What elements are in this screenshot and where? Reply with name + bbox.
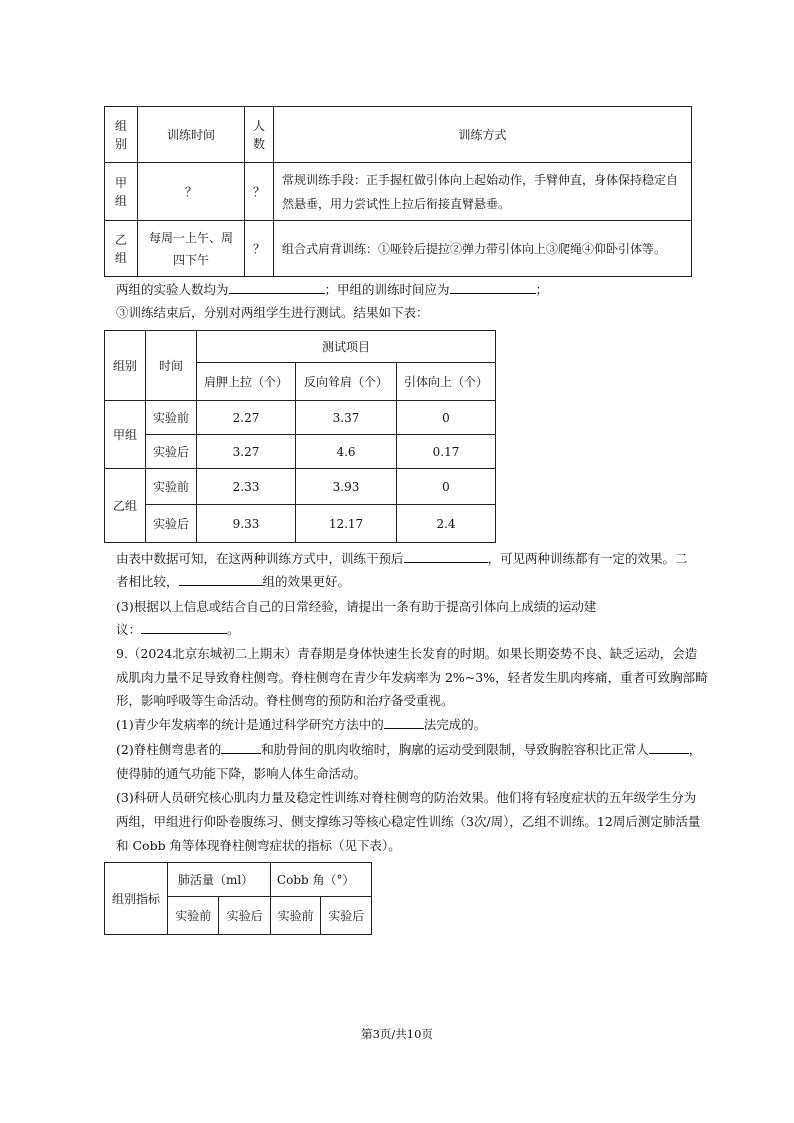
text: 和肋骨间的肌肉收缩时，胸廓的运动受到限制，导致胸腔容积比正常人 — [261, 742, 649, 757]
text: 组的效果更好。 — [262, 574, 351, 589]
time-cell: 实验后 — [146, 505, 197, 543]
text: 者相比较， — [116, 574, 179, 589]
training-table — [104, 106, 692, 277]
text: 法完成的。 — [423, 717, 487, 732]
answer-blank[interactable] — [384, 714, 424, 729]
page-number: 第3页/共10页 — [361, 1027, 433, 1041]
header-cobb: Cobb 角（°） — [270, 863, 371, 897]
question-3: (3)根据以上信息或结合自己的日常经验，请提出一条有助于提高引体向上成绩的运动建 — [116, 599, 597, 614]
answer-blank[interactable] — [221, 739, 261, 754]
q9-line: 和 Cobb 角等体现脊柱侧弯症状的指标（见下表）。 — [116, 838, 401, 853]
sub-header: 实验后 — [321, 897, 372, 935]
text: 议： — [116, 622, 142, 637]
header-count: 人 数 — [245, 107, 274, 163]
value-cell: 2.27 — [197, 401, 296, 435]
text: (2)脊柱侧弯患者的 — [116, 742, 222, 757]
header-time: 时间 — [146, 331, 197, 401]
value-cell: 3.37 — [296, 401, 397, 435]
sub-header: 实验前 — [270, 897, 321, 935]
value-cell: 0 — [397, 401, 496, 435]
value-cell: 0.17 — [397, 435, 496, 469]
text: 两组的实验人数均为 — [116, 282, 229, 297]
value-cell: 2.33 — [197, 469, 296, 505]
col-header: 肩胛上拉（个） — [197, 363, 296, 401]
answer-blank[interactable] — [450, 279, 536, 294]
value-cell: 9.33 — [197, 505, 296, 543]
col-header: 反向耸肩（个） — [296, 363, 397, 401]
row-jia-count: ？ — [245, 163, 274, 221]
text: (1)青少年发病率的统计是通过科学研究方法中的 — [116, 717, 384, 732]
q9-line: 9.（2024北京东城初二上期末）青春期是身体快速生长发育的时期。如果长期姿势不良、缺乏运动，会造 — [116, 646, 698, 661]
value-cell: 3.27 — [197, 435, 296, 469]
header-group: 组别 — [105, 331, 146, 401]
answer-blank[interactable] — [179, 571, 263, 586]
header-group: 组 别 — [105, 107, 138, 163]
header-time: 训练时间 — [138, 107, 245, 163]
q9-line: (3)科研人员研究核心肌肉力量及稳定性训练对脊柱侧弯的防治效果。他们将有轻度症状的五年级学生分为 — [116, 790, 697, 805]
question-line-compare — [116, 571, 696, 593]
row-yi-group: 乙 组 — [105, 221, 138, 277]
time-cell: 实验前 — [146, 401, 197, 435]
value-cell: 0 — [397, 469, 496, 505]
text: ；甲组的训练时间应为 — [324, 282, 450, 297]
q9-line: 成肌肉力量不足导致脊柱侧弯。脊柱侧弯在青少年发病率为 2%~3%，轻者发生肌肉疼痛，重者可致胸部畸 — [116, 670, 708, 685]
text: ； — [535, 282, 549, 297]
q9-line: 使得肺的通气功能下降，影响人体生命活动。 — [116, 766, 367, 781]
row-yi-time: 每周一上午、周四下午 — [138, 221, 245, 277]
sub-header: 实验前 — [168, 897, 219, 935]
value-cell: 4.6 — [296, 435, 397, 469]
time-cell: 实验前 — [146, 469, 197, 505]
q9-line: 两组，甲组进行仰卧卷腹练习、侧支撑练习等核心稳定性训练（3次/周），乙组不训练。12周后测定肺活量 — [116, 814, 701, 829]
lung-cobb-table — [104, 862, 372, 935]
header-items: 测试项目 — [197, 331, 496, 363]
value-cell: 12.17 — [296, 505, 397, 543]
text: ， — [688, 742, 702, 757]
row-jia-time: ？ — [138, 163, 245, 221]
text: ，可见两种训练都有一定的效果。二 — [487, 551, 688, 566]
question-line-intro: ③训练结束后，分别对两组学生进行测试。结果如下表： — [116, 305, 429, 320]
sub-header: 实验后 — [219, 897, 270, 935]
question-line-analysis — [116, 548, 696, 570]
test-result-table — [104, 330, 496, 543]
col-header: 引体向上（个） — [397, 363, 496, 401]
answer-blank[interactable] — [141, 619, 227, 634]
row-yi-count: ？ — [245, 221, 274, 277]
row-jia-group: 甲 组 — [105, 163, 138, 221]
q9-sub2 — [116, 739, 702, 761]
text: 由表中数据可知，在这两种训练方式中，训练干预后 — [116, 551, 404, 566]
q9-sub1 — [116, 714, 696, 736]
header-method: 训练方式 — [274, 107, 692, 163]
time-cell: 实验后 — [146, 435, 197, 469]
question-3-answer — [116, 619, 696, 641]
answer-blank[interactable] — [229, 279, 325, 294]
header-lung: 肺活量（ml） — [168, 863, 271, 897]
row-yi-method: 组合式肩背训练：①哑铃后提拉②弹力带引体向上③爬绳④仰卧引体等。 — [274, 221, 692, 277]
group-yi: 乙组 — [105, 469, 146, 543]
header-group-index: 组别指标 — [105, 863, 168, 935]
answer-blank[interactable] — [649, 739, 689, 754]
group-jia: 甲组 — [105, 401, 146, 469]
row-jia-method: 常规训练手段：正手握杠做引体向上起始动作，手臂伸直，身体保持稳定自然悬垂，用力尝试性上拉后衔接直臂悬垂。 — [274, 163, 692, 221]
value-cell: 3.93 — [296, 469, 397, 505]
answer-blank[interactable] — [404, 548, 488, 563]
value-cell: 2.4 — [397, 505, 496, 543]
text: 。 — [227, 622, 240, 637]
question-line-count — [116, 279, 696, 301]
q9-line: 形，影响呼吸等生命活动。脊柱侧弯的预防和治疗备受重视。 — [116, 693, 454, 708]
